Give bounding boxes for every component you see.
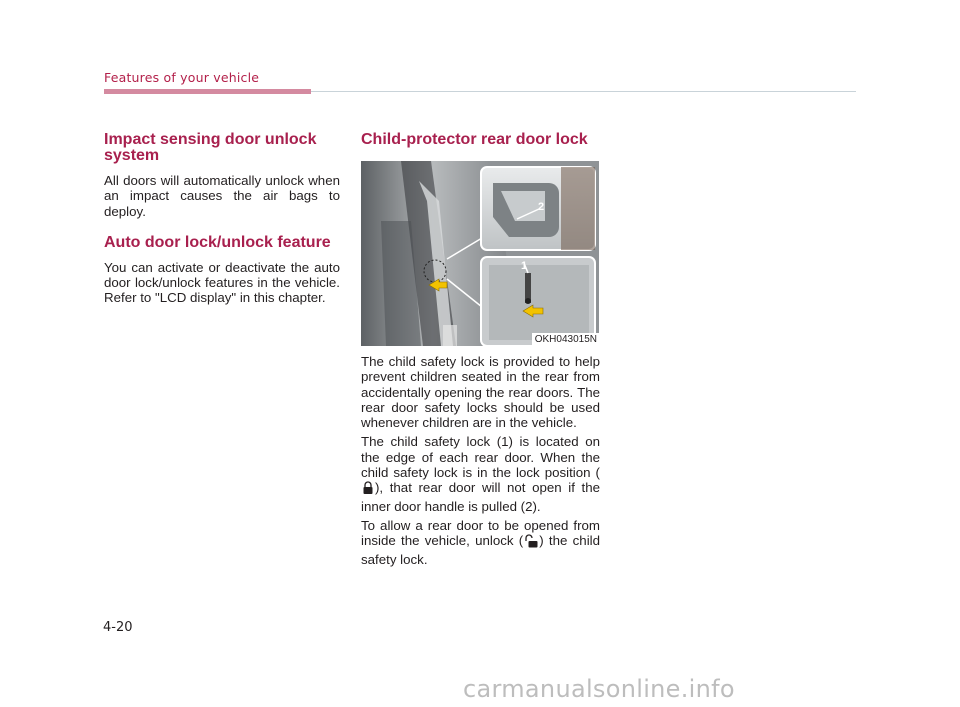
page-number: 4-20	[103, 620, 133, 635]
watermark: carmanualsonline.info	[463, 675, 735, 703]
paragraph-child-lock-unlock-start: To allow a rear door to be opened from inside the vehicle, unlock (	[361, 517, 600, 549]
child-lock-figure	[361, 161, 599, 346]
paragraph-impact-sensing: All doors will automatically unlock when an impact causes the air bags to deploy.	[104, 173, 340, 219]
callout-2: 2	[538, 201, 545, 213]
heading-impact-sensing: Impact sensing door unlock system	[104, 131, 317, 164]
right-column	[361, 132, 600, 567]
paragraph-child-lock-purpose: The child safety lock is provided to help prevent children seated in the rear from accidentally opening the rear doors. The rear door safety locks should be used whenever children are in the vehicle.	[361, 354, 600, 431]
heading-child-protector: Child-protector rear door lock	[361, 131, 588, 148]
heading-auto-door-lock: Auto door lock/unlock feature	[104, 233, 331, 251]
paragraph-child-lock-unlock-end: ) the child safety lock.	[361, 533, 600, 567]
lock-open-icon	[524, 534, 538, 551]
paragraph-child-lock-unlock	[361, 518, 600, 567]
paragraph-child-lock-location	[361, 434, 600, 513]
callout-1: 1	[521, 260, 528, 272]
section-header: Features of your vehicle	[104, 70, 260, 85]
paragraph-child-lock-location-end: ), that rear door will not open if the inner door handle is pulled (2).	[361, 480, 600, 514]
figure-code: OKH043015N	[532, 333, 599, 346]
paragraph-auto-door-lock: You can activate or deactivate the auto door lock/unlock features in the vehicle. Refer to "LCD display" in this chapter.	[104, 259, 340, 306]
paragraph-child-lock-location-start: The child safety lock (1) is located on the edge of each rear door. When the child safety lock is in the lock position (	[361, 434, 600, 481]
header-divider	[311, 91, 856, 92]
child-lock-illustration	[361, 161, 599, 346]
header-accent-bar	[104, 89, 311, 94]
lock-closed-icon	[362, 481, 374, 498]
left-column	[104, 132, 340, 306]
